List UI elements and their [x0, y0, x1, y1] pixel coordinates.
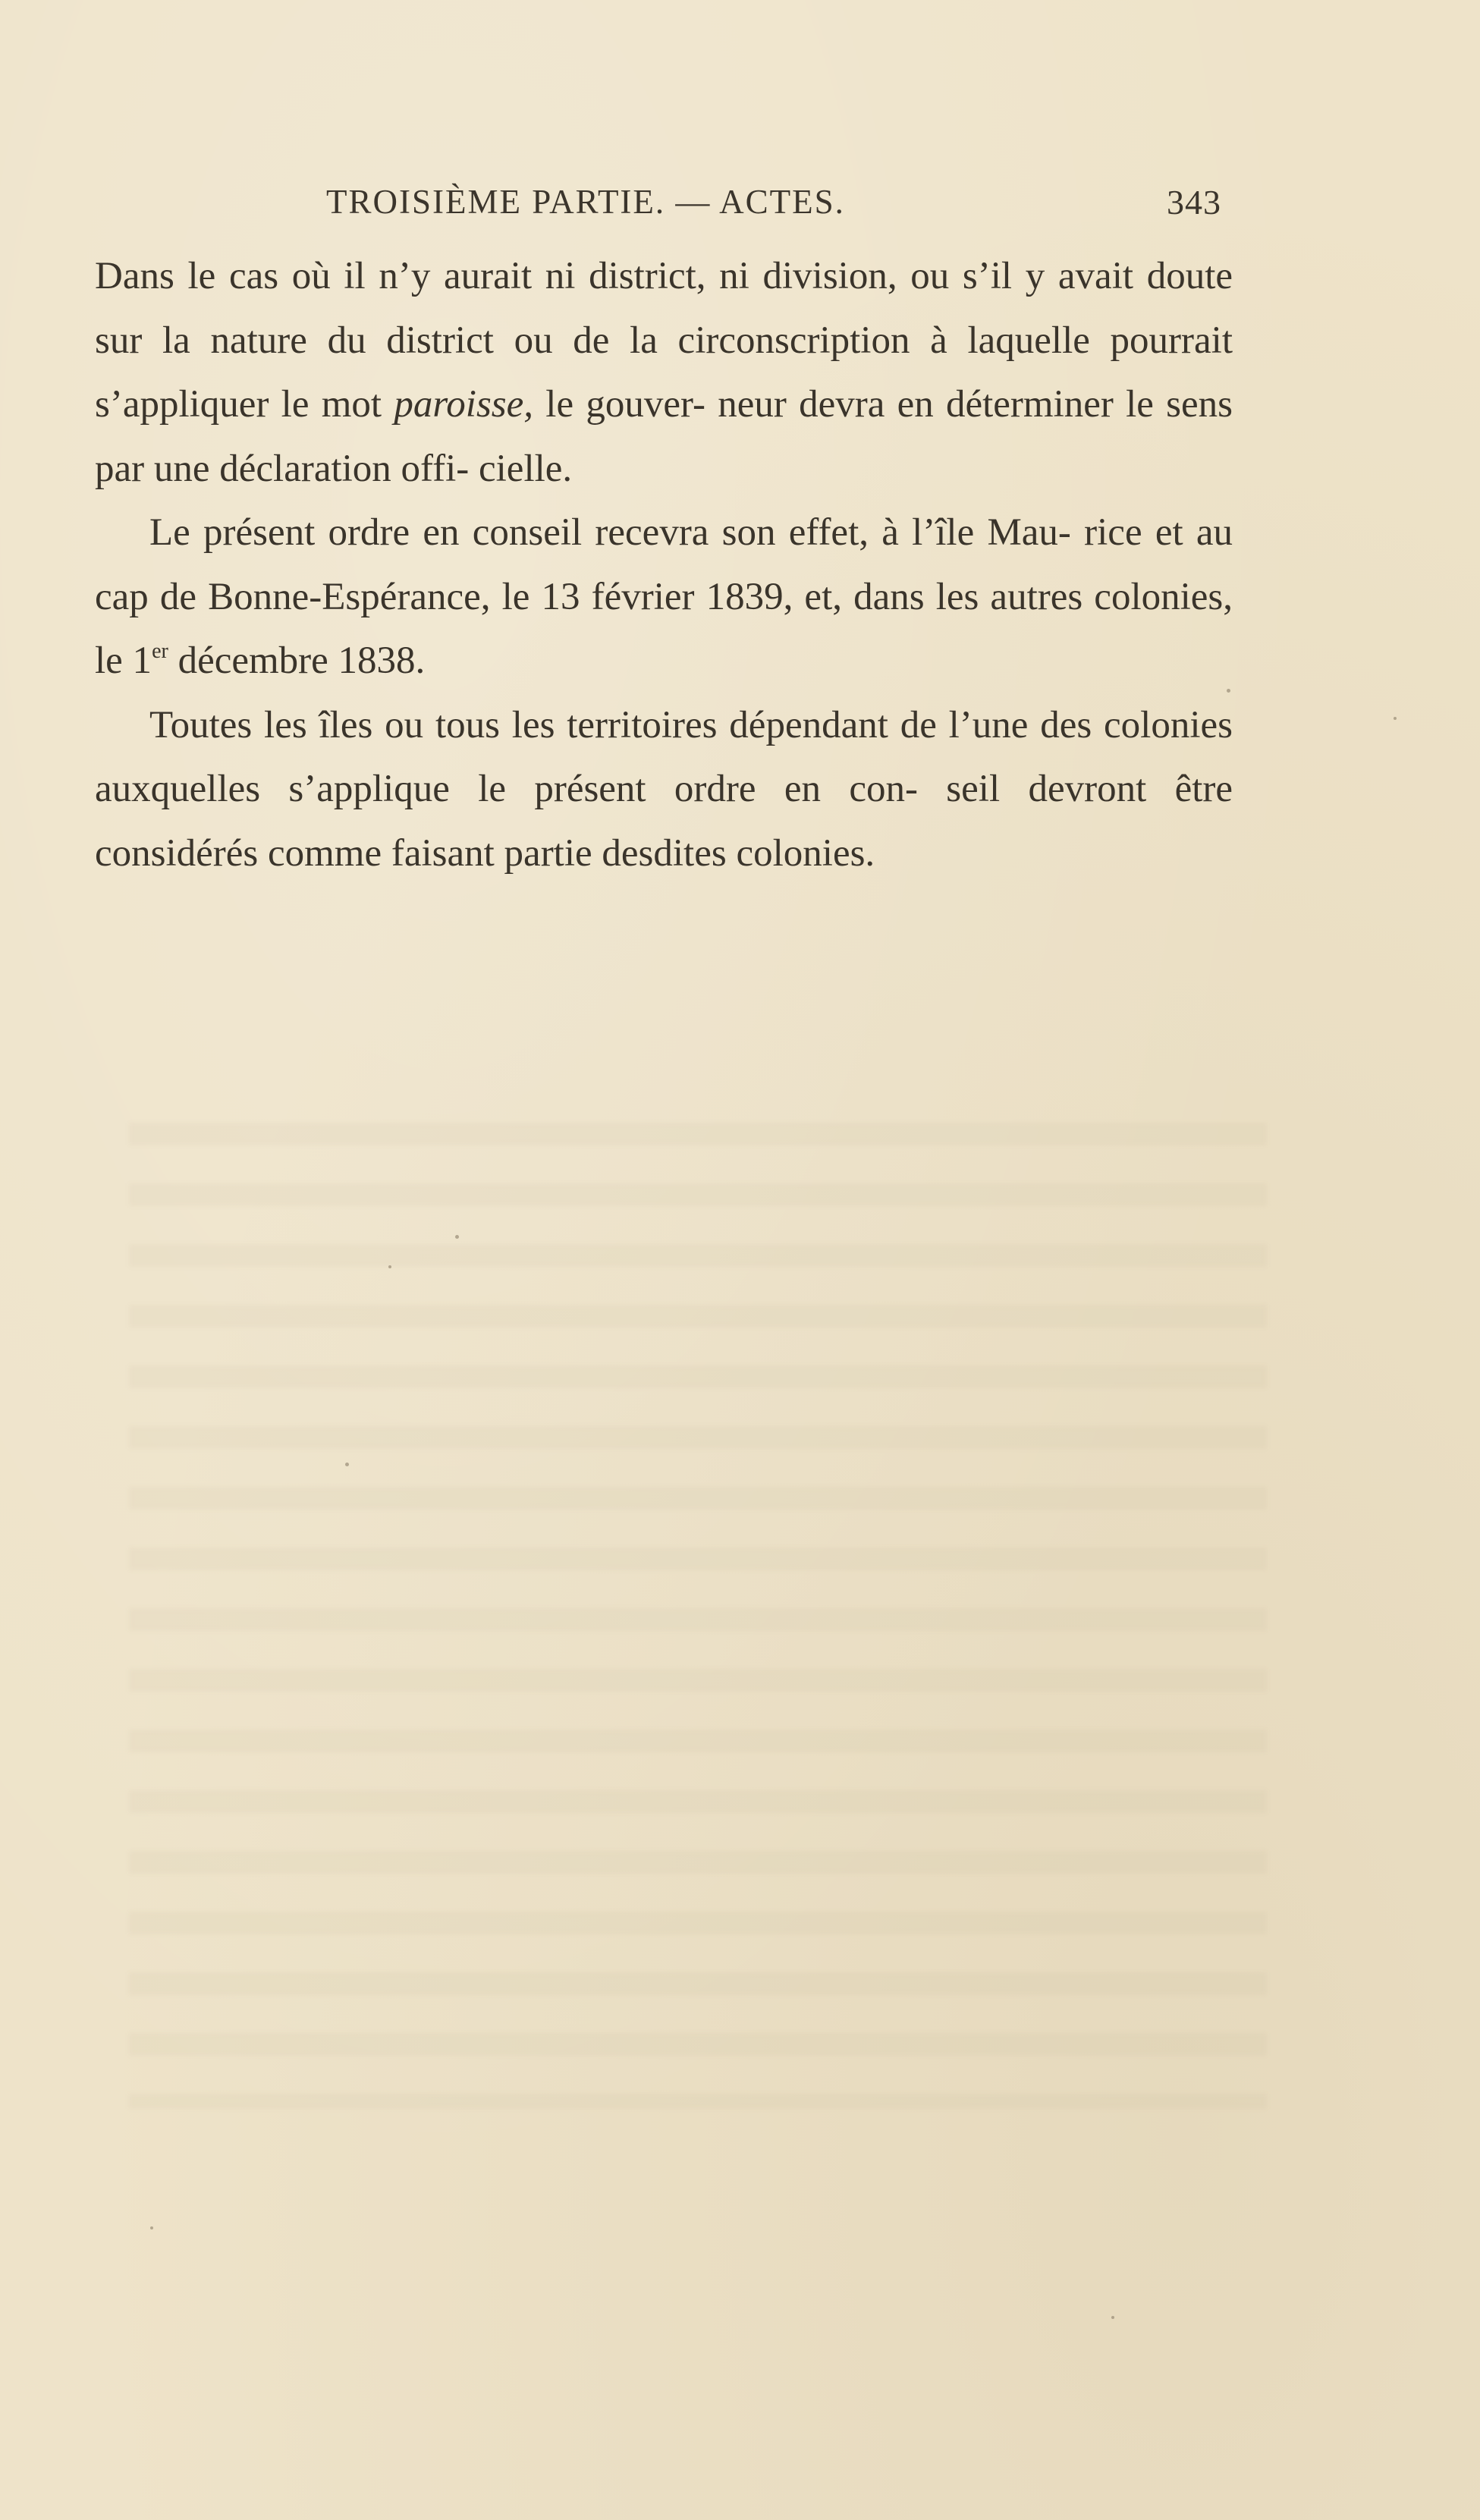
paper-speck [388, 1265, 391, 1268]
superscript-ordinal: er [152, 639, 168, 663]
text-line: à laquelle pourrait s’appliquer le mot [95, 319, 1233, 426]
paper-speck [345, 1463, 349, 1466]
text-line: Toutes les îles ou tous les territoires dépendant de l’une [149, 703, 1029, 746]
running-title: TROISIÈME PARTIE. — ACTES. [326, 183, 845, 221]
text-line: avait doute sur la nature du district ou de la circonscription [95, 255, 1233, 362]
text-line: colonies. [736, 831, 875, 875]
text-line: cielle. [479, 447, 573, 490]
text-line: seil devront être considérés comme faisant partie desdites [95, 768, 1233, 875]
show-through-texture [129, 1123, 1267, 2109]
text-line: neur devra en déterminer le sens par une déclaration offi- [95, 383, 1233, 490]
paper-speck [1394, 717, 1397, 720]
paper-speck [1111, 2316, 1114, 2319]
text-line: le gouver- [533, 383, 705, 426]
text-line: dans les autres colonies, le 1 [95, 575, 1233, 682]
paper-speck [150, 2226, 153, 2229]
paper-speck [455, 1235, 459, 1239]
text-line: rice et au cap de Bonne-Espérance, le 13 février 1839, et, [95, 511, 1233, 618]
text-line: Dans le cas où il n’y aurait ni district, ni division, ou s’il y [95, 255, 1045, 297]
paragraph-1 [95, 244, 1233, 501]
text-line: décembre 1838. [168, 639, 426, 682]
text-line: Le présent ordre en conseil recevra son effet, à l’île Mau- [149, 511, 1071, 554]
text-line: des colonies auxquelles s’applique le présent ordre en con- [95, 703, 1233, 810]
paper-speck [1227, 689, 1230, 693]
paragraph-3 [95, 693, 1233, 886]
page-number: 343 [1167, 183, 1221, 222]
paragraph-2 [95, 501, 1233, 693]
body-text [95, 244, 1233, 885]
italic-term: paroisse, [394, 383, 534, 426]
